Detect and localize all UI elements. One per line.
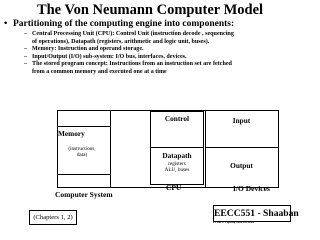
sub-bullet-memory: – Memory: Instruction and operand storage.: [24, 46, 144, 53]
course-label: EECC551 - Shaaban: [213, 205, 291, 222]
dash-marker: –: [24, 61, 28, 68]
dash-marker: –: [24, 46, 28, 53]
sub-bullet-cpu: – Central Processing Unit (CPU): Control Unit (instruction decode , sequencing: [24, 31, 234, 37]
sub-bullet-stored-program-cont: from a common memory and executed one at a time: [32, 68, 167, 75]
cpu-label: CPU: [166, 183, 182, 192]
sub-bullet-cpu-cont: of operations), Datapath (registers, arithmetic and logic unit, buses).: [32, 38, 210, 45]
dash-marker: –: [24, 53, 28, 60]
output-label: Output: [230, 161, 253, 170]
io-horizontal-separator: [205, 147, 278, 148]
computer-system-label: Computer System: [55, 190, 113, 199]
input-label: Input: [232, 116, 251, 125]
control-label: Control: [164, 114, 190, 123]
main-bullet: [4, 19, 298, 29]
lecture-note: #1 Lec # 1 Spring 2004 3-8-2004: [213, 220, 254, 224]
io-devices-label: I/O Devices: [233, 184, 270, 193]
memory-detail-data: data): [76, 152, 88, 158]
sub-bullet-io: – Input/Output (I/O) sub-system: I/O bus, interfaces, devices.: [24, 53, 187, 60]
chapters-reference: (Chapters 1, 2): [29, 210, 77, 225]
memory-label: Memory: [58, 129, 85, 138]
datapath-detail-alu: ALU, buses: [164, 167, 190, 173]
slide-title: The Von Neumann Computer Model: [36, 2, 264, 18]
datapath-detail-registers: registers: [168, 161, 186, 167]
datapath-label: Datapath: [162, 151, 192, 160]
sub-bullet-stored-program: – The stored program concept: Instructions from an instruction set are fetched: [24, 61, 232, 68]
memory-detail-instructions: (instructions,: [68, 146, 96, 152]
main-bullet-text: Partitioning of the computing engine into components:: [13, 19, 235, 29]
dash-marker: –: [24, 31, 28, 37]
bullet-dot: •: [4, 19, 8, 29]
sub-bullet-list: [24, 31, 298, 77]
